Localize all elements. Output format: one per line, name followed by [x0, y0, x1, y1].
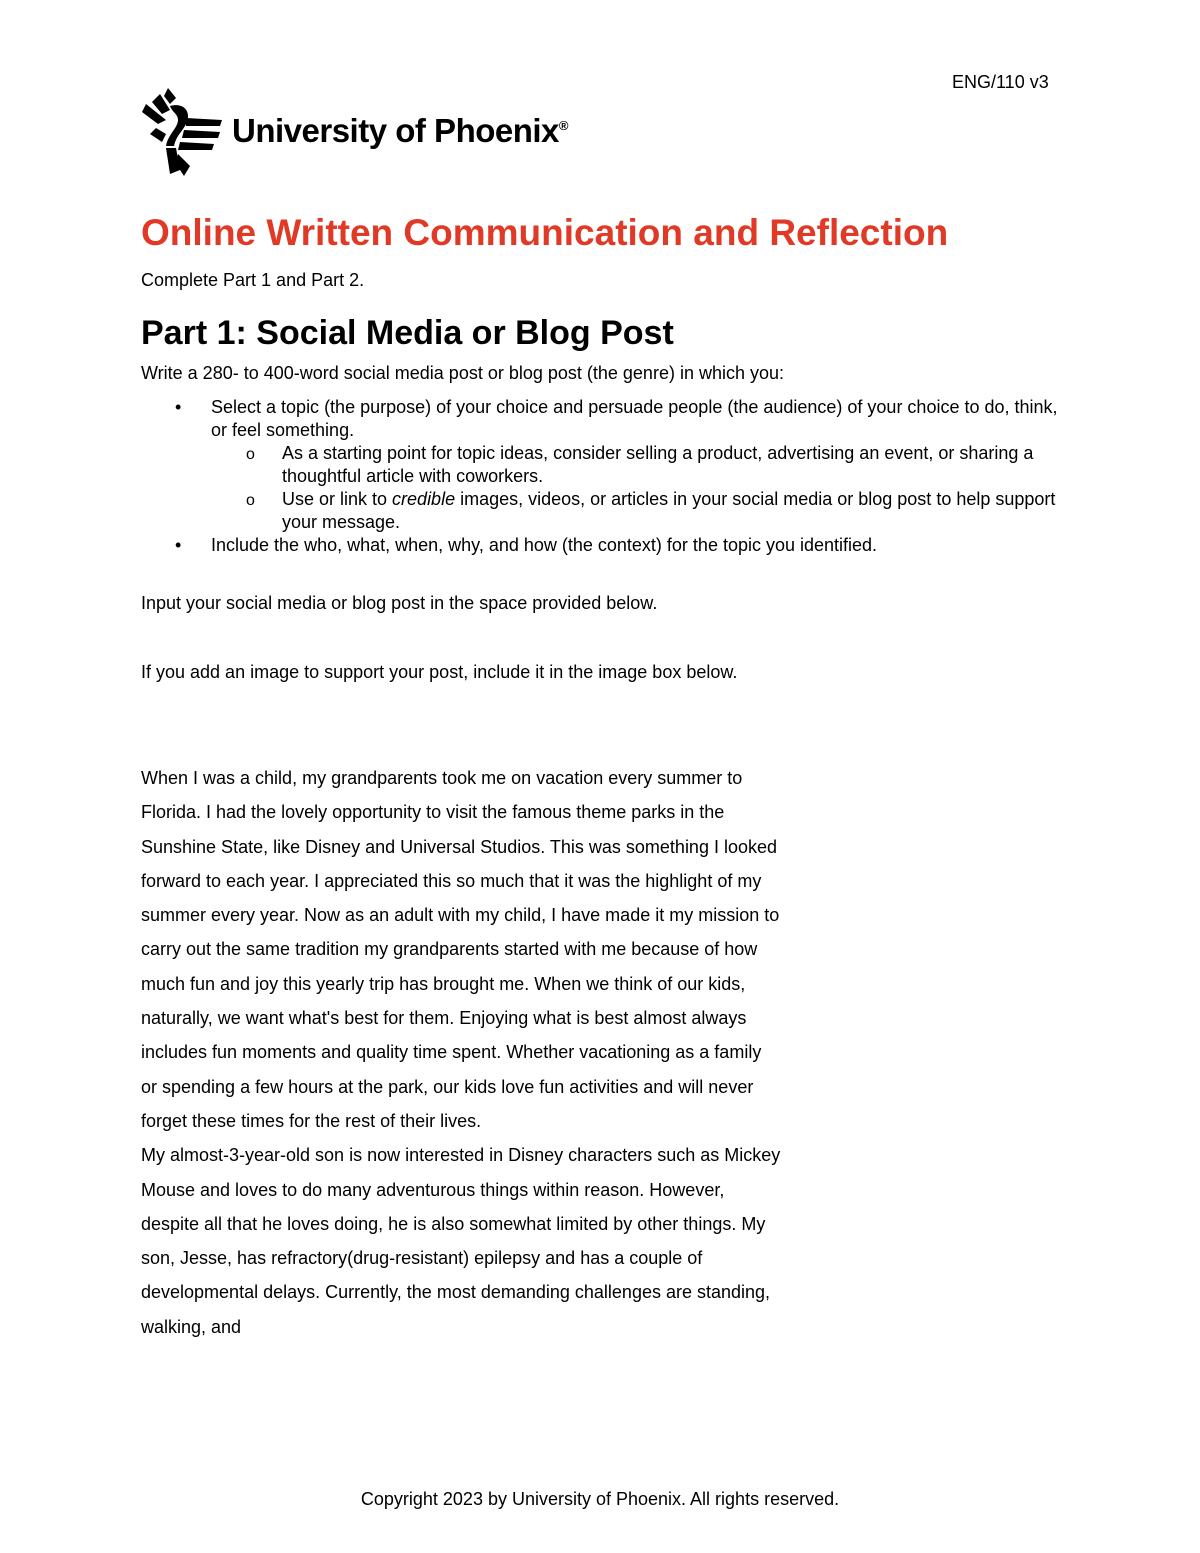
- blog-post-body: [141, 761, 781, 1344]
- list-item: [211, 488, 1071, 534]
- bullet-text: Select a topic (the purpose) of your choice and persuade people (the audience) of your choice to do, think, or feel something.: [211, 397, 1058, 440]
- input-note: Input your social media or blog post in the space provided below.: [141, 593, 658, 613]
- bullet-text: Include the who, what, when, why, and how (the context) for the topic you identified.: [211, 535, 878, 555]
- logo-text: University of Phoenix: [232, 112, 559, 149]
- phoenix-bird-icon: [140, 84, 230, 179]
- sub-bullet-text-start: Use or link to: [282, 489, 393, 509]
- bullet-icon: •: [175, 535, 182, 555]
- circle-bullet-icon: o: [246, 492, 255, 509]
- registered-mark: ®: [558, 118, 569, 133]
- image-note: If you add an image to support your post, include it in the image box below.: [141, 662, 738, 682]
- sub-bullet-text-end: images, videos, or articles in your social media or blog post to help support your message.: [282, 489, 1056, 532]
- copyright-footer: Copyright 2023 by University of Phoenix. All rights reserved.: [360, 1489, 840, 1509]
- part1-heading: Part 1: Social Media or Blog Post: [141, 314, 674, 352]
- bullet-icon: •: [175, 397, 182, 417]
- emphasis-credible: credible: [392, 489, 456, 509]
- post-paragraph: When I was a child, my grandparents took me on vacation every summer to Florida. I had the lovely opportunity to visit the famous theme parks in the Sunshine State, like Disney and Universal Studios. This was something I looked forward to each year. I appreciated this so much that it was the highlight of my summer every year. Now as an adult with my child, I have made it my mission to carry out the same tradition my grandparents started with me because of how much fun and joy this yearly trip has brought me. When we think of our kids, naturally, we want what's best for them. Enjoying what is best almost always includes fun moments and quality time spent. Whether vacationing as a family or spending a few hours at the park, our kids love fun activities and will never forget these times for the rest of their lives.: [141, 768, 780, 1131]
- sub-bullet-text: As a starting point for topic ideas, consider selling a product, advertising an event, or sharing a thoughtful article with coworkers.: [282, 443, 1034, 486]
- post-paragraph: My almost-3-year-old son is now interested in Disney characters such as Mickey Mouse and loves to do many adventurous things within reason. However, despite all that he loves doing, he is also somewhat limited by other things. My son, Jesse, has refractory(drug-resistant) epilepsy and has a couple of developmental delays. Currently, the most demanding challenges are standing, walking, and: [141, 1145, 781, 1337]
- list-item: [141, 534, 1071, 557]
- page-title: Online Written Communication and Reflection: [141, 212, 949, 253]
- logo-wordmark: [232, 112, 568, 150]
- university-logo: [140, 84, 570, 179]
- intro-text: Complete Part 1 and Part 2.: [141, 270, 365, 290]
- list-item: [211, 442, 1071, 488]
- part1-lead: Write a 280- to 400-word social media post or blog post (the genre) in which you:: [141, 363, 784, 383]
- instruction-list: [141, 396, 1071, 557]
- course-code: ENG/110 v3: [952, 72, 1049, 92]
- sub-list: [211, 442, 1071, 534]
- list-item: [141, 396, 1071, 534]
- circle-bullet-icon: o: [246, 446, 255, 463]
